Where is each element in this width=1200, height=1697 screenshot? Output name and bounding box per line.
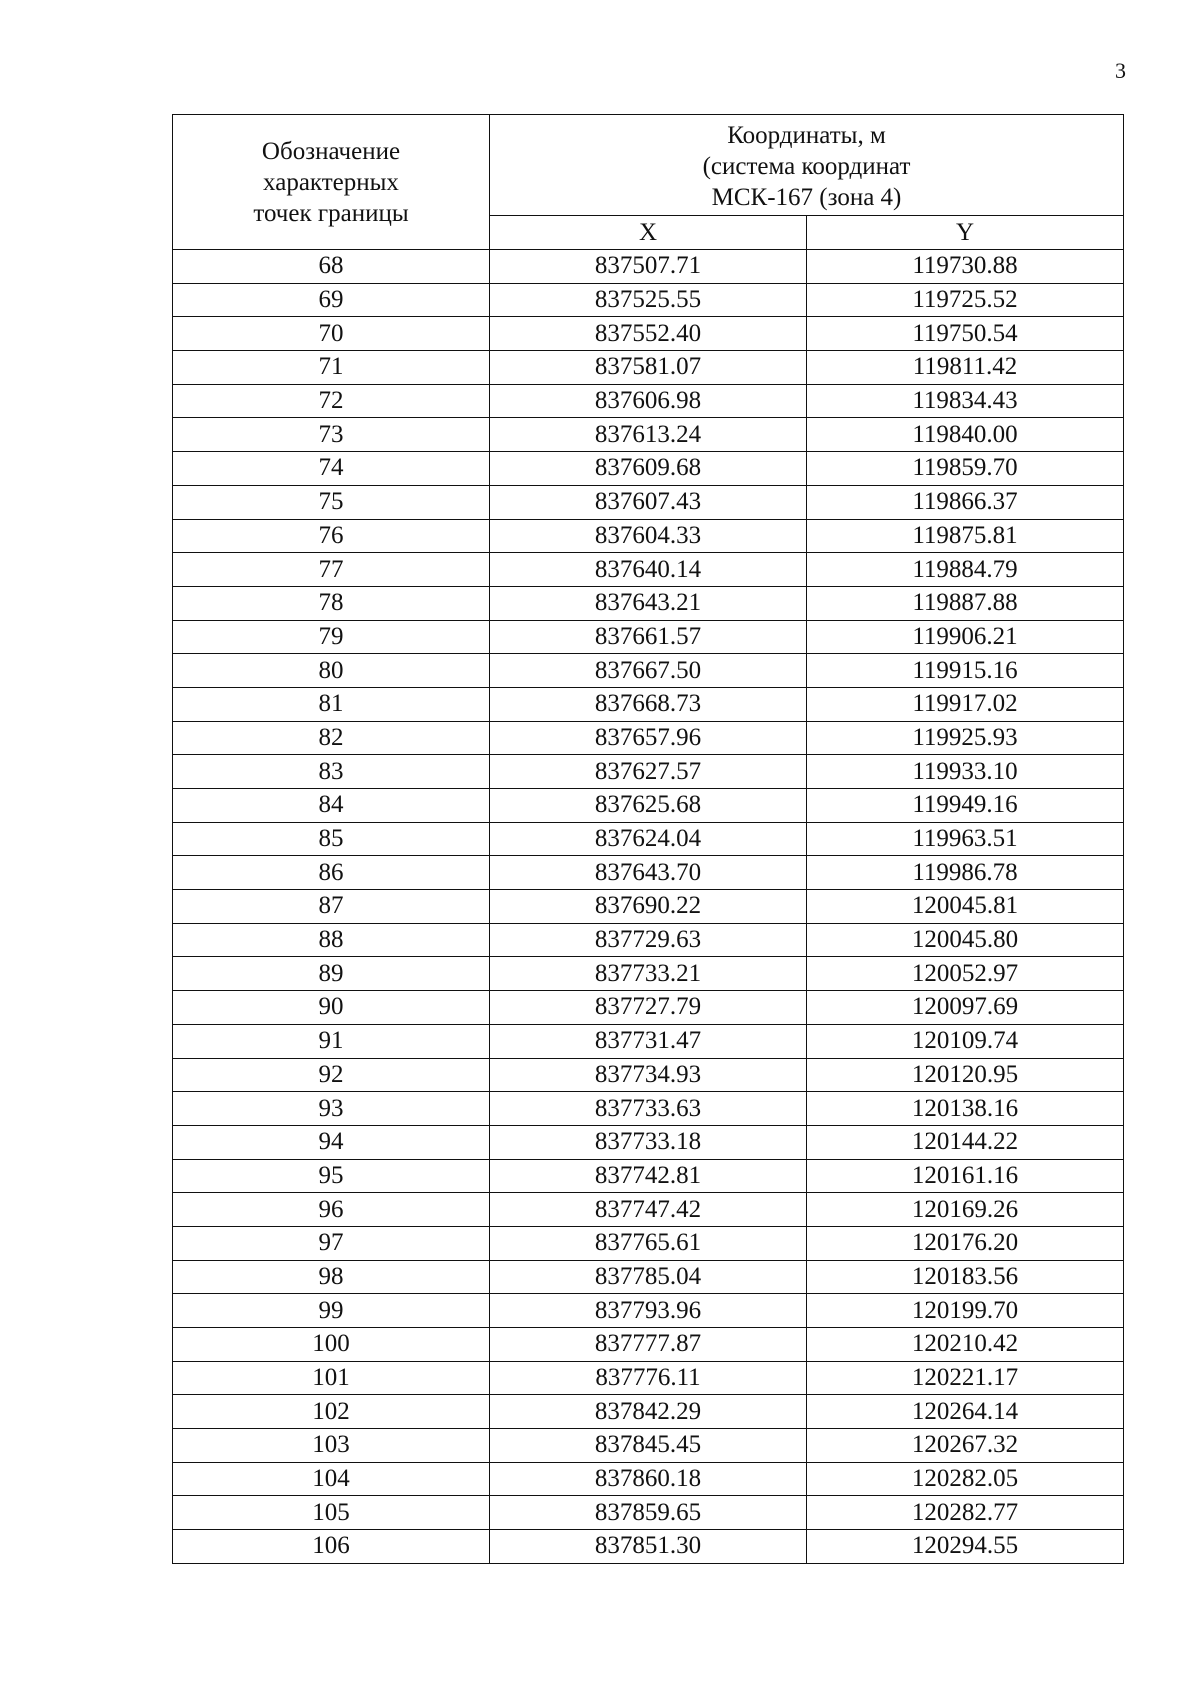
y-cell: 120144.22 <box>807 1125 1124 1159</box>
point-cell: 103 <box>173 1429 490 1463</box>
point-cell: 88 <box>173 923 490 957</box>
x-cell: 837742.81 <box>490 1159 807 1193</box>
y-cell: 120138.16 <box>807 1092 1124 1126</box>
point-cell: 74 <box>173 452 490 486</box>
coordinates-header <box>490 115 1124 216</box>
y-cell: 119917.02 <box>807 687 1124 721</box>
table-row <box>173 1159 1124 1193</box>
x-cell: 837776.11 <box>490 1361 807 1395</box>
point-cell: 71 <box>173 351 490 385</box>
y-cell: 119859.70 <box>807 452 1124 486</box>
table-row <box>173 1193 1124 1227</box>
y-cell: 119730.88 <box>807 250 1124 284</box>
point-cell: 91 <box>173 1024 490 1058</box>
x-cell: 837661.57 <box>490 620 807 654</box>
y-cell: 120221.17 <box>807 1361 1124 1395</box>
table-row <box>173 485 1124 519</box>
table-row <box>173 1294 1124 1328</box>
table-row <box>173 1429 1124 1463</box>
table-row <box>173 317 1124 351</box>
y-column-header: Y <box>807 216 1124 250</box>
point-cell: 96 <box>173 1193 490 1227</box>
x-cell: 837845.45 <box>490 1429 807 1463</box>
y-cell: 119884.79 <box>807 553 1124 587</box>
x-cell: 837613.24 <box>490 418 807 452</box>
table-row <box>173 1395 1124 1429</box>
x-cell: 837607.43 <box>490 485 807 519</box>
y-cell: 120097.69 <box>807 991 1124 1025</box>
y-cell: 119906.21 <box>807 620 1124 654</box>
x-cell: 837793.96 <box>490 1294 807 1328</box>
y-cell: 120282.05 <box>807 1462 1124 1496</box>
point-cell: 101 <box>173 1361 490 1395</box>
y-cell: 119925.93 <box>807 721 1124 755</box>
x-cell: 837729.63 <box>490 923 807 957</box>
x-cell: 837552.40 <box>490 317 807 351</box>
y-cell: 119963.51 <box>807 822 1124 856</box>
y-cell: 120120.95 <box>807 1058 1124 1092</box>
x-cell: 837581.07 <box>490 351 807 385</box>
y-cell: 119834.43 <box>807 384 1124 418</box>
point-cell: 97 <box>173 1226 490 1260</box>
table-row <box>173 1260 1124 1294</box>
y-cell: 120210.42 <box>807 1328 1124 1362</box>
y-cell: 119949.16 <box>807 789 1124 823</box>
table-row <box>173 351 1124 385</box>
x-cell: 837657.96 <box>490 721 807 755</box>
table-row <box>173 1530 1124 1564</box>
y-cell: 119875.81 <box>807 519 1124 553</box>
point-cell: 70 <box>173 317 490 351</box>
y-cell: 119986.78 <box>807 856 1124 890</box>
point-header-line: точек границы <box>253 199 409 227</box>
x-cell: 837733.63 <box>490 1092 807 1126</box>
y-cell: 120294.55 <box>807 1530 1124 1564</box>
point-cell: 87 <box>173 890 490 924</box>
x-cell: 837785.04 <box>490 1260 807 1294</box>
x-cell: 837765.61 <box>490 1226 807 1260</box>
x-cell: 837734.93 <box>490 1058 807 1092</box>
y-cell: 120176.20 <box>807 1226 1124 1260</box>
y-cell: 120052.97 <box>807 957 1124 991</box>
y-cell: 120045.81 <box>807 890 1124 924</box>
table-row <box>173 1328 1124 1362</box>
page-number: 3 <box>1115 58 1126 83</box>
x-cell: 837643.70 <box>490 856 807 890</box>
point-cell: 69 <box>173 283 490 317</box>
table-row <box>173 721 1124 755</box>
point-cell: 83 <box>173 755 490 789</box>
table-row <box>173 250 1124 284</box>
x-cell: 837507.71 <box>490 250 807 284</box>
point-cell: 82 <box>173 721 490 755</box>
y-cell: 120183.56 <box>807 1260 1124 1294</box>
x-cell: 837667.50 <box>490 654 807 688</box>
point-cell: 84 <box>173 789 490 823</box>
table-row <box>173 1361 1124 1395</box>
x-cell: 837731.47 <box>490 1024 807 1058</box>
x-cell: 837640.14 <box>490 553 807 587</box>
table-row <box>173 890 1124 924</box>
x-cell: 837525.55 <box>490 283 807 317</box>
x-cell: 837747.42 <box>490 1193 807 1227</box>
point-cell: 93 <box>173 1092 490 1126</box>
point-cell: 104 <box>173 1462 490 1496</box>
x-cell: 837627.57 <box>490 755 807 789</box>
y-cell: 119725.52 <box>807 283 1124 317</box>
point-cell: 86 <box>173 856 490 890</box>
y-cell: 120264.14 <box>807 1395 1124 1429</box>
table-row <box>173 1024 1124 1058</box>
point-cell: 99 <box>173 1294 490 1328</box>
x-cell: 837842.29 <box>490 1395 807 1429</box>
x-cell: 837643.21 <box>490 586 807 620</box>
x-cell: 837727.79 <box>490 991 807 1025</box>
x-cell: 837733.18 <box>490 1125 807 1159</box>
x-cell: 837668.73 <box>490 687 807 721</box>
table-row <box>173 1462 1124 1496</box>
y-cell: 120267.32 <box>807 1429 1124 1463</box>
point-cell: 95 <box>173 1159 490 1193</box>
point-cell: 79 <box>173 620 490 654</box>
x-cell: 837777.87 <box>490 1328 807 1362</box>
point-cell: 76 <box>173 519 490 553</box>
table-row <box>173 687 1124 721</box>
x-cell: 837625.68 <box>490 789 807 823</box>
point-cell: 106 <box>173 1530 490 1564</box>
table-row <box>173 283 1124 317</box>
y-cell: 120161.16 <box>807 1159 1124 1193</box>
point-cell: 72 <box>173 384 490 418</box>
point-cell: 105 <box>173 1496 490 1530</box>
coords-header-line: Координаты, м <box>727 121 886 149</box>
y-cell: 119887.88 <box>807 586 1124 620</box>
table-row <box>173 957 1124 991</box>
table-row <box>173 1125 1124 1159</box>
x-cell: 837609.68 <box>490 452 807 486</box>
table-row <box>173 1496 1124 1530</box>
point-cell: 75 <box>173 485 490 519</box>
table-row <box>173 384 1124 418</box>
table-row <box>173 1226 1124 1260</box>
point-cell: 92 <box>173 1058 490 1092</box>
point-cell: 78 <box>173 586 490 620</box>
x-cell: 837690.22 <box>490 890 807 924</box>
table-row <box>173 620 1124 654</box>
y-cell: 120282.77 <box>807 1496 1124 1530</box>
point-cell: 100 <box>173 1328 490 1362</box>
table-row <box>173 418 1124 452</box>
coordinates-table <box>172 114 1124 1564</box>
y-cell: 119933.10 <box>807 755 1124 789</box>
x-column-header: X <box>490 216 807 250</box>
x-cell: 837624.04 <box>490 822 807 856</box>
y-cell: 120199.70 <box>807 1294 1124 1328</box>
point-cell: 98 <box>173 1260 490 1294</box>
x-cell: 837851.30 <box>490 1530 807 1564</box>
x-cell: 837606.98 <box>490 384 807 418</box>
point-header-line: характерных <box>263 168 399 196</box>
point-cell: 85 <box>173 822 490 856</box>
point-header-line: Обозначение <box>261 137 401 165</box>
y-cell: 119915.16 <box>807 654 1124 688</box>
table-row <box>173 789 1124 823</box>
table-row <box>173 822 1124 856</box>
table-row <box>173 1092 1124 1126</box>
table-row <box>173 1058 1124 1092</box>
table-row <box>173 991 1124 1025</box>
y-cell: 119750.54 <box>807 317 1124 351</box>
point-cell: 81 <box>173 687 490 721</box>
point-cell: 80 <box>173 654 490 688</box>
x-cell: 837860.18 <box>490 1462 807 1496</box>
point-cell: 89 <box>173 957 490 991</box>
table-row <box>173 452 1124 486</box>
table-row <box>173 519 1124 553</box>
x-cell: 837859.65 <box>490 1496 807 1530</box>
point-cell: 94 <box>173 1125 490 1159</box>
table-row <box>173 586 1124 620</box>
table-row <box>173 755 1124 789</box>
point-cell: 68 <box>173 250 490 284</box>
y-cell: 120169.26 <box>807 1193 1124 1227</box>
point-cell: 90 <box>173 991 490 1025</box>
point-designation-header <box>173 115 490 250</box>
y-cell: 119866.37 <box>807 485 1124 519</box>
point-cell: 102 <box>173 1395 490 1429</box>
table-row <box>173 553 1124 587</box>
point-cell: 73 <box>173 418 490 452</box>
y-cell: 120045.80 <box>807 923 1124 957</box>
coords-header-line: (система координат <box>702 152 911 180</box>
x-cell: 837733.21 <box>490 957 807 991</box>
table-row <box>173 923 1124 957</box>
y-cell: 120109.74 <box>807 1024 1124 1058</box>
y-cell: 119840.00 <box>807 418 1124 452</box>
point-cell: 77 <box>173 553 490 587</box>
table-row <box>173 856 1124 890</box>
table-row <box>173 654 1124 688</box>
coords-header-line: МСК-167 (зона 4) <box>711 183 902 211</box>
table-header <box>173 115 1124 250</box>
y-cell: 119811.42 <box>807 351 1124 385</box>
table-body <box>173 250 1124 1564</box>
x-cell: 837604.33 <box>490 519 807 553</box>
